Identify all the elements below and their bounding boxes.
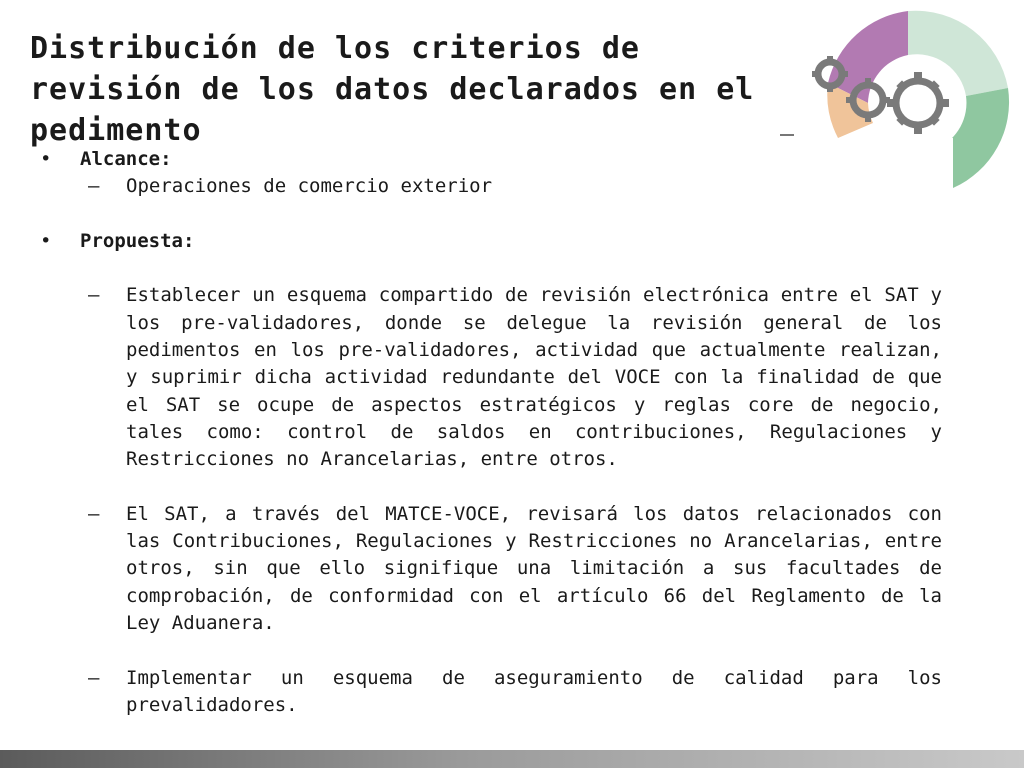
sub-item-text: Operaciones de comercio exterior [126,175,493,198]
sub-item-text: El SAT, a través del MATCE-VOCE, revisará los datos relacionados con las Contribuciones, Regulaciones y Restricciones no Arancelarias, entre otros, sin que ello signifique una limitación a sus facultades de comprobación, de conformidad con el artículo 66 del Reglamento de la Ley Aduanera. [126,502,942,635]
sub-item [40,665,942,720]
bullet-marker: • [40,229,52,252]
slide-title: Distribución de los criterios de revisión de los datos declarados en el pedimento [30,31,755,148]
sub-item [40,173,942,200]
bullet-label: Alcance: [80,148,172,170]
sub-item-text: Establecer un esquema compartido de revisión electrónica entre el SAT y los pre-validadores, donde se delegue la revisión general de los pedimentos en los pre-validadores, actividad que actualmente realizan, y suprimir dicha actividad redundante del VOCE con la finalidad de que el SAT se ocupe de aspectos estratégicos y reglas core de negocio, tales como: control de saldos en contribuciones, Regulaciones y Restricciones no Arancelarias, entre otros. [126,284,942,471]
bullet-label: Propuesta: [80,229,195,252]
bullet-marker: • [40,148,52,170]
sub-item [40,282,942,473]
sub-item [40,501,942,637]
slide-body [40,146,942,719]
dash-marker: – [88,502,100,525]
bottom-bar [0,750,1024,768]
bullet-alcance [40,146,942,173]
bullet-propuesta [40,228,942,255]
sub-item-text: Implementar un esquema de aseguramiento de calidad para los prevalidadores. [126,666,942,716]
dash-marker: – [88,666,100,689]
dash-marker: – [88,175,100,198]
dash-marker: – [88,284,100,307]
